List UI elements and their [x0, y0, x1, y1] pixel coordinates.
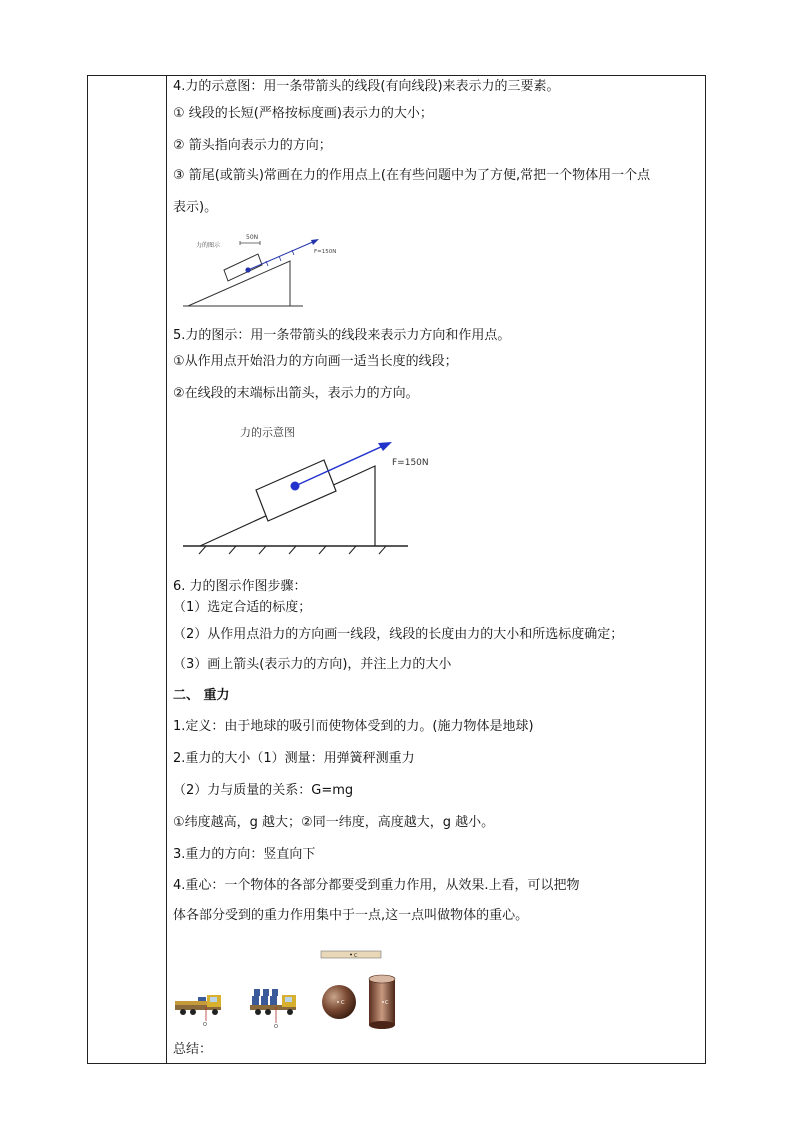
text-line: 6. 力的图示作图步骤： [173, 579, 307, 594]
text-line: （2）力与质量的关系：G=mg [173, 783, 354, 798]
ball-icon [322, 985, 356, 1019]
text-line: 2.重力的大小（1）测量：用弹簧秤测重力 [173, 751, 415, 766]
truck2-label: O [274, 1024, 278, 1030]
figure1-title: 力的图示 [196, 242, 221, 249]
rod-icon [321, 951, 381, 959]
ball-label: C [341, 1000, 345, 1006]
text-line: 1.定义：由于地球的吸引而使物体受到的力。(施力物体是地球) [173, 719, 534, 734]
text-line: （3）画上箭头(表示力的方向)，并注上力的大小 [173, 657, 452, 672]
truck-icon [250, 989, 296, 1030]
text-line: ②在线段的末端标出箭头，表示力的方向。 [173, 386, 419, 401]
text-line: ① 线段的长短(严格按标度画)表示力的大小； [173, 106, 433, 121]
force-diagram-large [178, 420, 429, 552]
truck1-label: O [203, 1022, 207, 1028]
text-line: 体各部分受到的重力作用集中于一点,这一点叫做物体的重心。 [173, 908, 529, 923]
text-line: 总结： [173, 1042, 213, 1057]
text-line: 表示)。 [173, 200, 218, 215]
figure2-title: 力的示意图 [240, 426, 295, 439]
text-line: （1）选定合适的标度； [173, 600, 312, 615]
text-line: （2）从作用点沿力的方向画一线段，线段的长度由力的大小和所选标度确定； [173, 627, 624, 642]
text-line: 5.力的图示：用一条带箭头的线段来表示力方向和作用点。 [173, 328, 511, 343]
force-diagram-small [178, 230, 348, 312]
figure1-scale-label: 50N [246, 234, 259, 241]
truck-icon [175, 995, 221, 1028]
section-heading: 二、 重力 [173, 688, 230, 703]
rod-label: C [354, 953, 358, 959]
cylinder-icon [369, 975, 395, 1029]
text-line: ①纬度越高，g 越大；②同一纬度，高度越大，g 越小。 [173, 815, 495, 830]
column-divider [166, 75, 167, 1064]
text-line: 3.重力的方向：竖直向下 [173, 847, 316, 862]
text-line: ①从作用点开始沿力的方向画一适当长度的线段； [173, 354, 458, 369]
text-line: 4.重心：一个物体的各部分都要受到重力作用，从效果.上看，可以把物 [173, 878, 580, 893]
text-line: ③ 箭尾(或箭头)常画在力的作用点上(在有些问题中为了方便,常把一个物体用一个点 [173, 168, 651, 183]
center-of-gravity-figure [173, 943, 413, 1033]
figure2-force-label: F=150N [392, 458, 429, 468]
text-line: 4.力的示意图：用一条带箭头的线段(有向线段)来表示力的三要素。 [173, 79, 560, 94]
figure1-force-label: F=150N [314, 249, 337, 255]
cylinder-label: C [385, 1000, 389, 1006]
text-line: ② 箭头指向表示力的方向； [173, 138, 332, 153]
